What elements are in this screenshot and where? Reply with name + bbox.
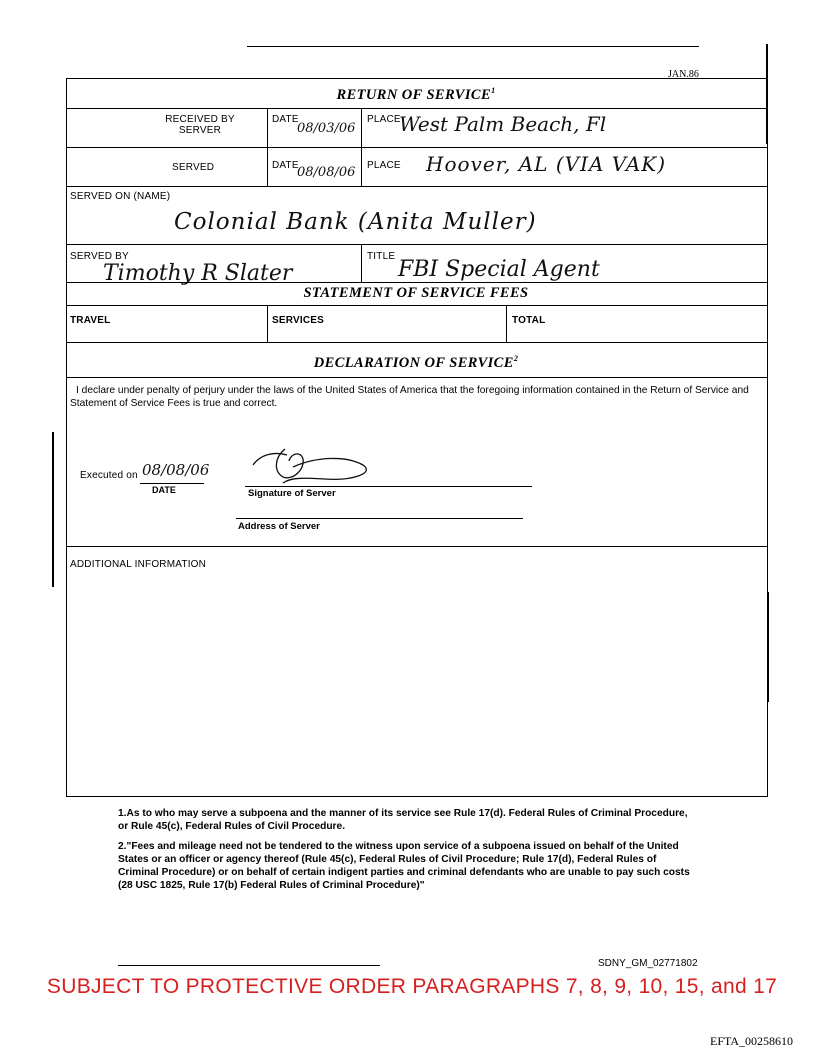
served-place-value: Hoover, AL (VIA VAK) bbox=[426, 152, 667, 176]
return-header-text: RETURN OF SERVICE bbox=[336, 86, 492, 103]
travel-label: TRAVEL bbox=[70, 315, 111, 326]
received-place-value: West Palm Beach, Fl bbox=[399, 112, 607, 136]
divider bbox=[66, 305, 767, 306]
date-caption: DATE bbox=[152, 485, 176, 495]
signature-scribble bbox=[245, 443, 385, 489]
address-caption: Address of Server bbox=[238, 521, 320, 532]
total-label: TOTAL bbox=[512, 315, 546, 326]
served-by-value: Timothy R Slater bbox=[103, 261, 293, 286]
divider bbox=[66, 342, 767, 343]
additional-information-label: ADDITIONAL INFORMATION bbox=[70, 559, 207, 570]
received-date-label: DATE bbox=[272, 114, 299, 125]
top-rule bbox=[247, 46, 699, 47]
return-footnote-mark: 1 bbox=[491, 86, 496, 95]
executed-date-value: 08/08/06 bbox=[142, 461, 210, 479]
divider bbox=[506, 305, 507, 342]
served-date-label: DATE bbox=[272, 160, 299, 171]
service-fees-header: STATEMENT OF SERVICE FEES bbox=[303, 285, 529, 301]
return-of-service-header bbox=[66, 86, 766, 104]
served-on-label: SERVED ON (NAME) bbox=[70, 191, 171, 202]
executed-date-line bbox=[140, 483, 204, 484]
divider bbox=[66, 377, 767, 378]
declaration-text: I declare under penalty of perjury under the laws of the United States of America that the foregoing information contained in the Return of Service and Statement of Service Fees is true and correct. bbox=[70, 385, 749, 409]
served-date-value: 08/08/06 bbox=[297, 165, 356, 180]
executed-on-label: Executed on bbox=[80, 470, 138, 481]
signature-line bbox=[245, 486, 532, 487]
form-code: JAN.86 bbox=[668, 69, 699, 80]
services-label: SERVICES bbox=[272, 315, 324, 326]
received-place-label: PLACE bbox=[367, 114, 401, 125]
divider bbox=[66, 546, 767, 547]
address-line bbox=[236, 518, 523, 519]
divider bbox=[66, 186, 767, 187]
title-label: TITLE bbox=[367, 251, 396, 262]
divider bbox=[66, 282, 767, 283]
served-label: SERVED bbox=[172, 162, 215, 173]
bottom-rule bbox=[118, 965, 380, 966]
received-by-server-label: RECEIVED BY SERVER bbox=[165, 114, 235, 136]
right-edge-mark-lower bbox=[768, 592, 769, 702]
served-on-value: Colonial Bank (Anita Muller) bbox=[174, 209, 537, 235]
divider bbox=[66, 147, 767, 148]
efta-number: EFTA_00258610 bbox=[710, 1034, 794, 1048]
declaration-header-text: DECLARATION OF SERVICE bbox=[313, 354, 514, 371]
received-date-value: 08/03/06 bbox=[297, 121, 356, 136]
footnote-2: 2."Fees and mileage need not be tendered to the witness upon service of a subpoena issued on behalf of the United States or an officer or agency thereof (Rule 45(c), Federal Rules of Civil Procedure; Rule 17(d), Federal Rules of Criminal Procedure) or on behalf of certain indigent parties and criminal defendants who are unable to pay such costs (28 USC 1825, Rule 17(b) Federal Rules of Criminal Procedure)" bbox=[118, 841, 690, 891]
bates-number: SDNY_GM_02771802 bbox=[598, 958, 698, 969]
title-value: FBI Special Agent bbox=[398, 257, 600, 282]
signature-caption: Signature of Server bbox=[248, 488, 336, 499]
protective-order-banner: SUBJECT TO PROTECTIVE ORDER PARAGRAPHS 7, 8, 9, 10, 15, and 17 bbox=[46, 975, 778, 998]
served-by-label: SERVED BY bbox=[70, 251, 129, 262]
declaration-footnote-mark: 2 bbox=[513, 354, 519, 363]
divider bbox=[66, 108, 767, 109]
divider bbox=[267, 305, 268, 342]
footnote-1: 1.As to who may serve a subpoena and the manner of its service see Rule 17(d). Federal Rules of Criminal Procedure, or Rule 45(c), Federal Rules of Civil Procedure. bbox=[118, 808, 688, 832]
divider bbox=[361, 244, 362, 282]
left-edge-mark bbox=[52, 432, 54, 587]
declaration-header bbox=[66, 354, 766, 372]
served-place-label: PLACE bbox=[367, 160, 401, 171]
divider bbox=[66, 244, 767, 245]
